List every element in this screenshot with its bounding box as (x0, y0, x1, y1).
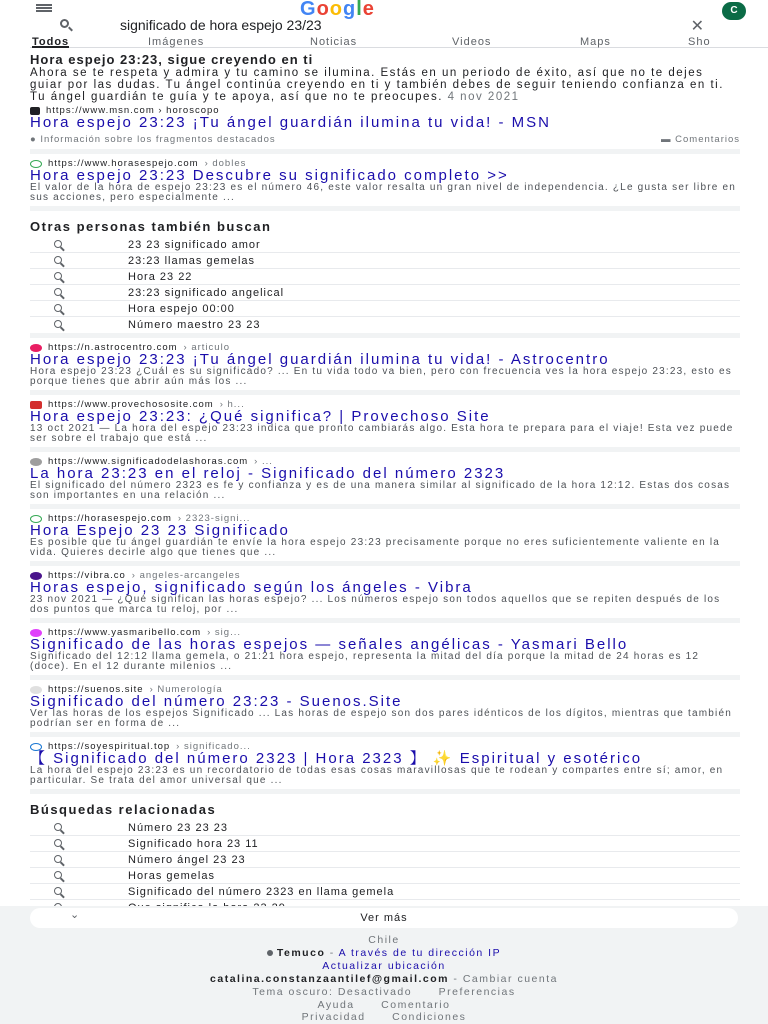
cite-url: https://n.astrocentro.com (48, 342, 178, 353)
suggestion-text: 23:23 llamas gemelas (128, 255, 256, 267)
result-title[interactable]: Hora espejo 23:23 ¡Tu ángel guardián ilumina tu vida! - Astrocentro (30, 351, 610, 368)
tab-todos[interactable]: Todos (32, 36, 70, 48)
snippet-date: 4 nov 2021 (447, 91, 520, 103)
search-icon (54, 272, 62, 280)
location-dot-icon (267, 950, 273, 956)
result-snippet: El significado del número 2323 es fe y confianza y es de una manera similar al significado de la hora 12:12. Estas dos cosas son importantes en una relación ... (30, 480, 731, 501)
related-row[interactable] (30, 884, 740, 900)
cite-breadcrumb: › ... (254, 456, 273, 467)
result-title[interactable]: Significado de las horas espejos — señales angélicas - Yasmari Bello (30, 636, 629, 653)
people-also-search (30, 206, 740, 333)
location-source-link[interactable]: A través de tu dirección IP (338, 947, 502, 959)
footer-country: Chile (368, 934, 400, 946)
update-location-link[interactable]: Actualizar ubicación (322, 960, 446, 972)
privacy-link[interactable]: Privacidad (301, 1011, 366, 1023)
result-title[interactable]: Hora Espejo 23 23 Significado (30, 522, 290, 539)
section-title: Búsquedas relacionadas (30, 802, 217, 817)
suggestion-row[interactable] (30, 253, 740, 269)
cite-breadcrumb: › sig... (207, 627, 241, 638)
suggestion-row[interactable] (30, 317, 740, 333)
results-column (30, 52, 740, 948)
related-text: Significado del número 2323 en llama gemela (128, 886, 395, 898)
logo-letter: g (343, 0, 357, 20)
suggestion-row[interactable] (30, 301, 740, 317)
search-icon (54, 320, 62, 328)
result-item (30, 333, 740, 390)
cite-breadcrumb: › significado... (176, 741, 251, 752)
result-title[interactable]: La hora 23:23 en el reloj - Significado del número 2323 (30, 465, 506, 482)
info-label: Información sobre los fragmentos destacados (40, 134, 276, 145)
footer-account: catalina.constanzaantilef@gmail.com - Cambiar cuenta (210, 973, 558, 985)
related-row[interactable] (30, 820, 740, 836)
result-item (30, 561, 740, 618)
suggestion-text: Número maestro 23 23 (128, 319, 261, 331)
footer-update (0, 960, 768, 972)
result-snippet: Es posible que tu ángel guardián te envíe la hora espejo 23:23 precisamente porque no eres suficientemente valiente en la vida. Quieres decirle algo que tienes que ... (30, 537, 721, 558)
avatar[interactable]: C (722, 2, 746, 20)
comments-link[interactable] (661, 134, 740, 145)
search-icon (54, 823, 62, 831)
result-item (30, 149, 740, 206)
top-bar (0, 0, 768, 20)
related-text: Significado hora 23 11 (128, 838, 259, 850)
suggestion-text: 23:23 significado angelical (128, 287, 285, 299)
tab-noticias[interactable]: Noticias (310, 36, 358, 48)
suggestion-row[interactable] (30, 285, 740, 301)
search-icon (54, 304, 62, 312)
search-icon (54, 839, 62, 847)
dark-theme-link[interactable]: Tema oscuro: Desactivado (252, 986, 413, 998)
search-icon (54, 887, 62, 895)
snippet-body: Ahora se te respeta y admira y tu camino se ilumina. Estás en un periodo de éxito, así que no te dejes guiar por las dudas. Tu ángel continúa creyendo en ti y también debes de seguir teniendo confianza en ti. Tu ángel guardián te guía y te apoya, así que no te preocupes. (30, 67, 724, 103)
search-input[interactable] (120, 16, 680, 34)
more-results-button[interactable] (30, 908, 738, 928)
cite-breadcrumb: › dobles (204, 158, 247, 169)
result-snippet: 13 oct 2021 — La hora del espejo 23:23 indica que pronto cambiarás algo. Esta hora te prepara para el viaje! Esta vez puede ser sobre el trabajo que está ... (30, 423, 734, 444)
cite-url: https://horasespejo.com (48, 513, 172, 524)
cite-url: https://www.provechososite.com (48, 399, 214, 410)
footer-help (0, 999, 768, 1011)
change-account-link[interactable]: Cambiar cuenta (462, 973, 558, 985)
tab-videos[interactable]: Videos (452, 36, 492, 48)
related-text: Horas gemelas (128, 870, 215, 882)
search-icon (54, 288, 62, 296)
related-row[interactable] (30, 852, 740, 868)
logo-letter: o (316, 0, 330, 20)
cite-url: https://www.significadodelashoras.com (48, 456, 249, 467)
cite-url: https://www.msn.com › horoscopo (46, 105, 220, 116)
location-place: Temuco (276, 947, 326, 959)
snippet-link[interactable]: Hora espejo 23:23 ¡Tu ángel guardián ilumina tu vida! - MSN (30, 114, 551, 131)
related-row[interactable] (30, 836, 740, 852)
result-snippet: Ver las horas de los espejos Significado ... Las horas de espejo son dos pares idénticos de los dígitos, mientras que también podrían ser en forma de ... (30, 708, 732, 729)
cite-url: https://www.horasespejo.com (48, 158, 199, 169)
tab-imagenes[interactable]: Imágenes (148, 36, 205, 48)
tab-shopping[interactable]: Sho (688, 36, 711, 48)
suggestion-text: Hora espejo 00:00 (128, 303, 235, 315)
comments-label: Comentarios (675, 134, 740, 145)
cite-url: https://vibra.co (48, 570, 126, 581)
preferences-link[interactable]: Preferencias (438, 986, 516, 998)
info-icon: ● (30, 134, 37, 145)
logo-letter: G (300, 0, 317, 20)
terms-link[interactable]: Condiciones (392, 1011, 467, 1023)
result-title[interactable]: 【 Significado del número 2323 | Hora 2323 】 ✨ Espiritual y esotérico (30, 750, 643, 767)
result-title[interactable]: Hora espejo 23:23: ¿Qué significa? | Provechoso Site (30, 408, 491, 425)
footer-location: Temuco - A través de tu dirección IP (0, 947, 768, 959)
result-title[interactable]: Significado del número 23:23 - Suenos.Site (30, 693, 403, 710)
snippet-title: Hora espejo 23:23, sigue creyendo en ti (30, 52, 314, 67)
search-icon[interactable] (60, 19, 69, 28)
related-row[interactable] (30, 868, 740, 884)
cite-breadcrumb: › Numerología (149, 684, 223, 695)
result-item (30, 732, 740, 789)
result-item (30, 504, 740, 561)
footer-settings (0, 986, 768, 998)
result-snippet: El valor de la hora de espejo 23:23 es el número 46, este valor resalta un gran nivel de independencia. ¿Le gusta ser libre en sus acciones, pero especialmente ... (30, 182, 736, 203)
logo-letter: l (356, 0, 363, 20)
result-snippet: 23 nov 2021 — ¿Qué significan las horas espejo? ... Los números espejo son todos aquellos que se repiten después de los dos puntos que marca tu reloj, por ... (30, 594, 721, 615)
logo-letter: e (362, 0, 375, 20)
search-bar (30, 16, 740, 34)
more-results-label: Ver más (360, 912, 408, 924)
result-snippet: Significado del 12:12 llama gemela, o 21:21 hora espejo, representa la mitad del día porque la mitad de 24 horas es 12 (doce). En el 12 durante milenios ... (30, 651, 700, 672)
cite-url: https://suenos.site (48, 684, 144, 695)
footer-area (0, 906, 768, 1024)
help-link[interactable]: Ayuda (317, 999, 355, 1011)
search-icon (54, 256, 62, 264)
cite-breadcrumb: › angeles-arcangeles (131, 570, 241, 581)
result-item (30, 447, 740, 504)
cite-url: https://soyespiritual.top (48, 741, 171, 752)
snippet-text (30, 67, 740, 103)
chevron-down-icon: ⌄ (70, 909, 81, 921)
result-item (30, 390, 740, 447)
snippet-feedback (30, 134, 740, 145)
suggestion-row[interactable] (30, 237, 740, 253)
search-icon (54, 855, 62, 863)
suggestion-text: 23 23 significado amor (128, 239, 261, 251)
featured-snippet (30, 52, 740, 149)
menu-icon[interactable] (36, 4, 52, 12)
search-icon (54, 240, 62, 248)
result-title[interactable]: Hora espejo 23:23 Descubre su significado completo >> (30, 167, 509, 184)
related-text: Número ángel 23 23 (128, 854, 246, 866)
account-email: catalina.constanzaantilef@gmail.com (210, 973, 449, 985)
suggestion-text: Hora 23 22 (128, 271, 193, 283)
result-snippet: Hora espejo 23:23 ¿Cuál es su significado? ... En tu vida todo va bien, pero con frecuencia ves la hora espejo 23:23, esto es porque tienes que abrir aún más los ... (30, 366, 733, 387)
snippet-info-link[interactable] (30, 134, 276, 145)
logo-letter: o (329, 0, 343, 20)
related-text: Número 23 23 23 (128, 822, 228, 834)
comment-link[interactable]: Comentario (381, 999, 451, 1011)
tab-maps[interactable]: Maps (580, 36, 611, 48)
suggestion-row[interactable] (30, 269, 740, 285)
close-icon[interactable]: ✕ (690, 18, 704, 35)
cite-breadcrumb: › 2323-signi... (177, 513, 251, 524)
cite-breadcrumb: › h... (219, 399, 245, 410)
result-title[interactable]: Horas espejo, significado según los ángeles - Vibra (30, 579, 473, 596)
search-icon (54, 871, 62, 879)
section-title: Otras personas también buscan (30, 219, 272, 234)
cite-breadcrumb: › articulo (183, 342, 230, 353)
result-item (30, 675, 740, 732)
result-item (30, 618, 740, 675)
footer-legal (0, 1011, 768, 1023)
feedback-icon: ▬ (661, 134, 672, 145)
cite-url: https://www.yasmaribello.com (48, 627, 202, 638)
result-snippet: La hora del espejo 23:23 es un recordatorio de todas esas cosas maravillosas que te rodean y compartes entre sí; amor, en particular. Se trata del amor universal que ... (30, 765, 724, 786)
search-tabs (30, 36, 768, 48)
